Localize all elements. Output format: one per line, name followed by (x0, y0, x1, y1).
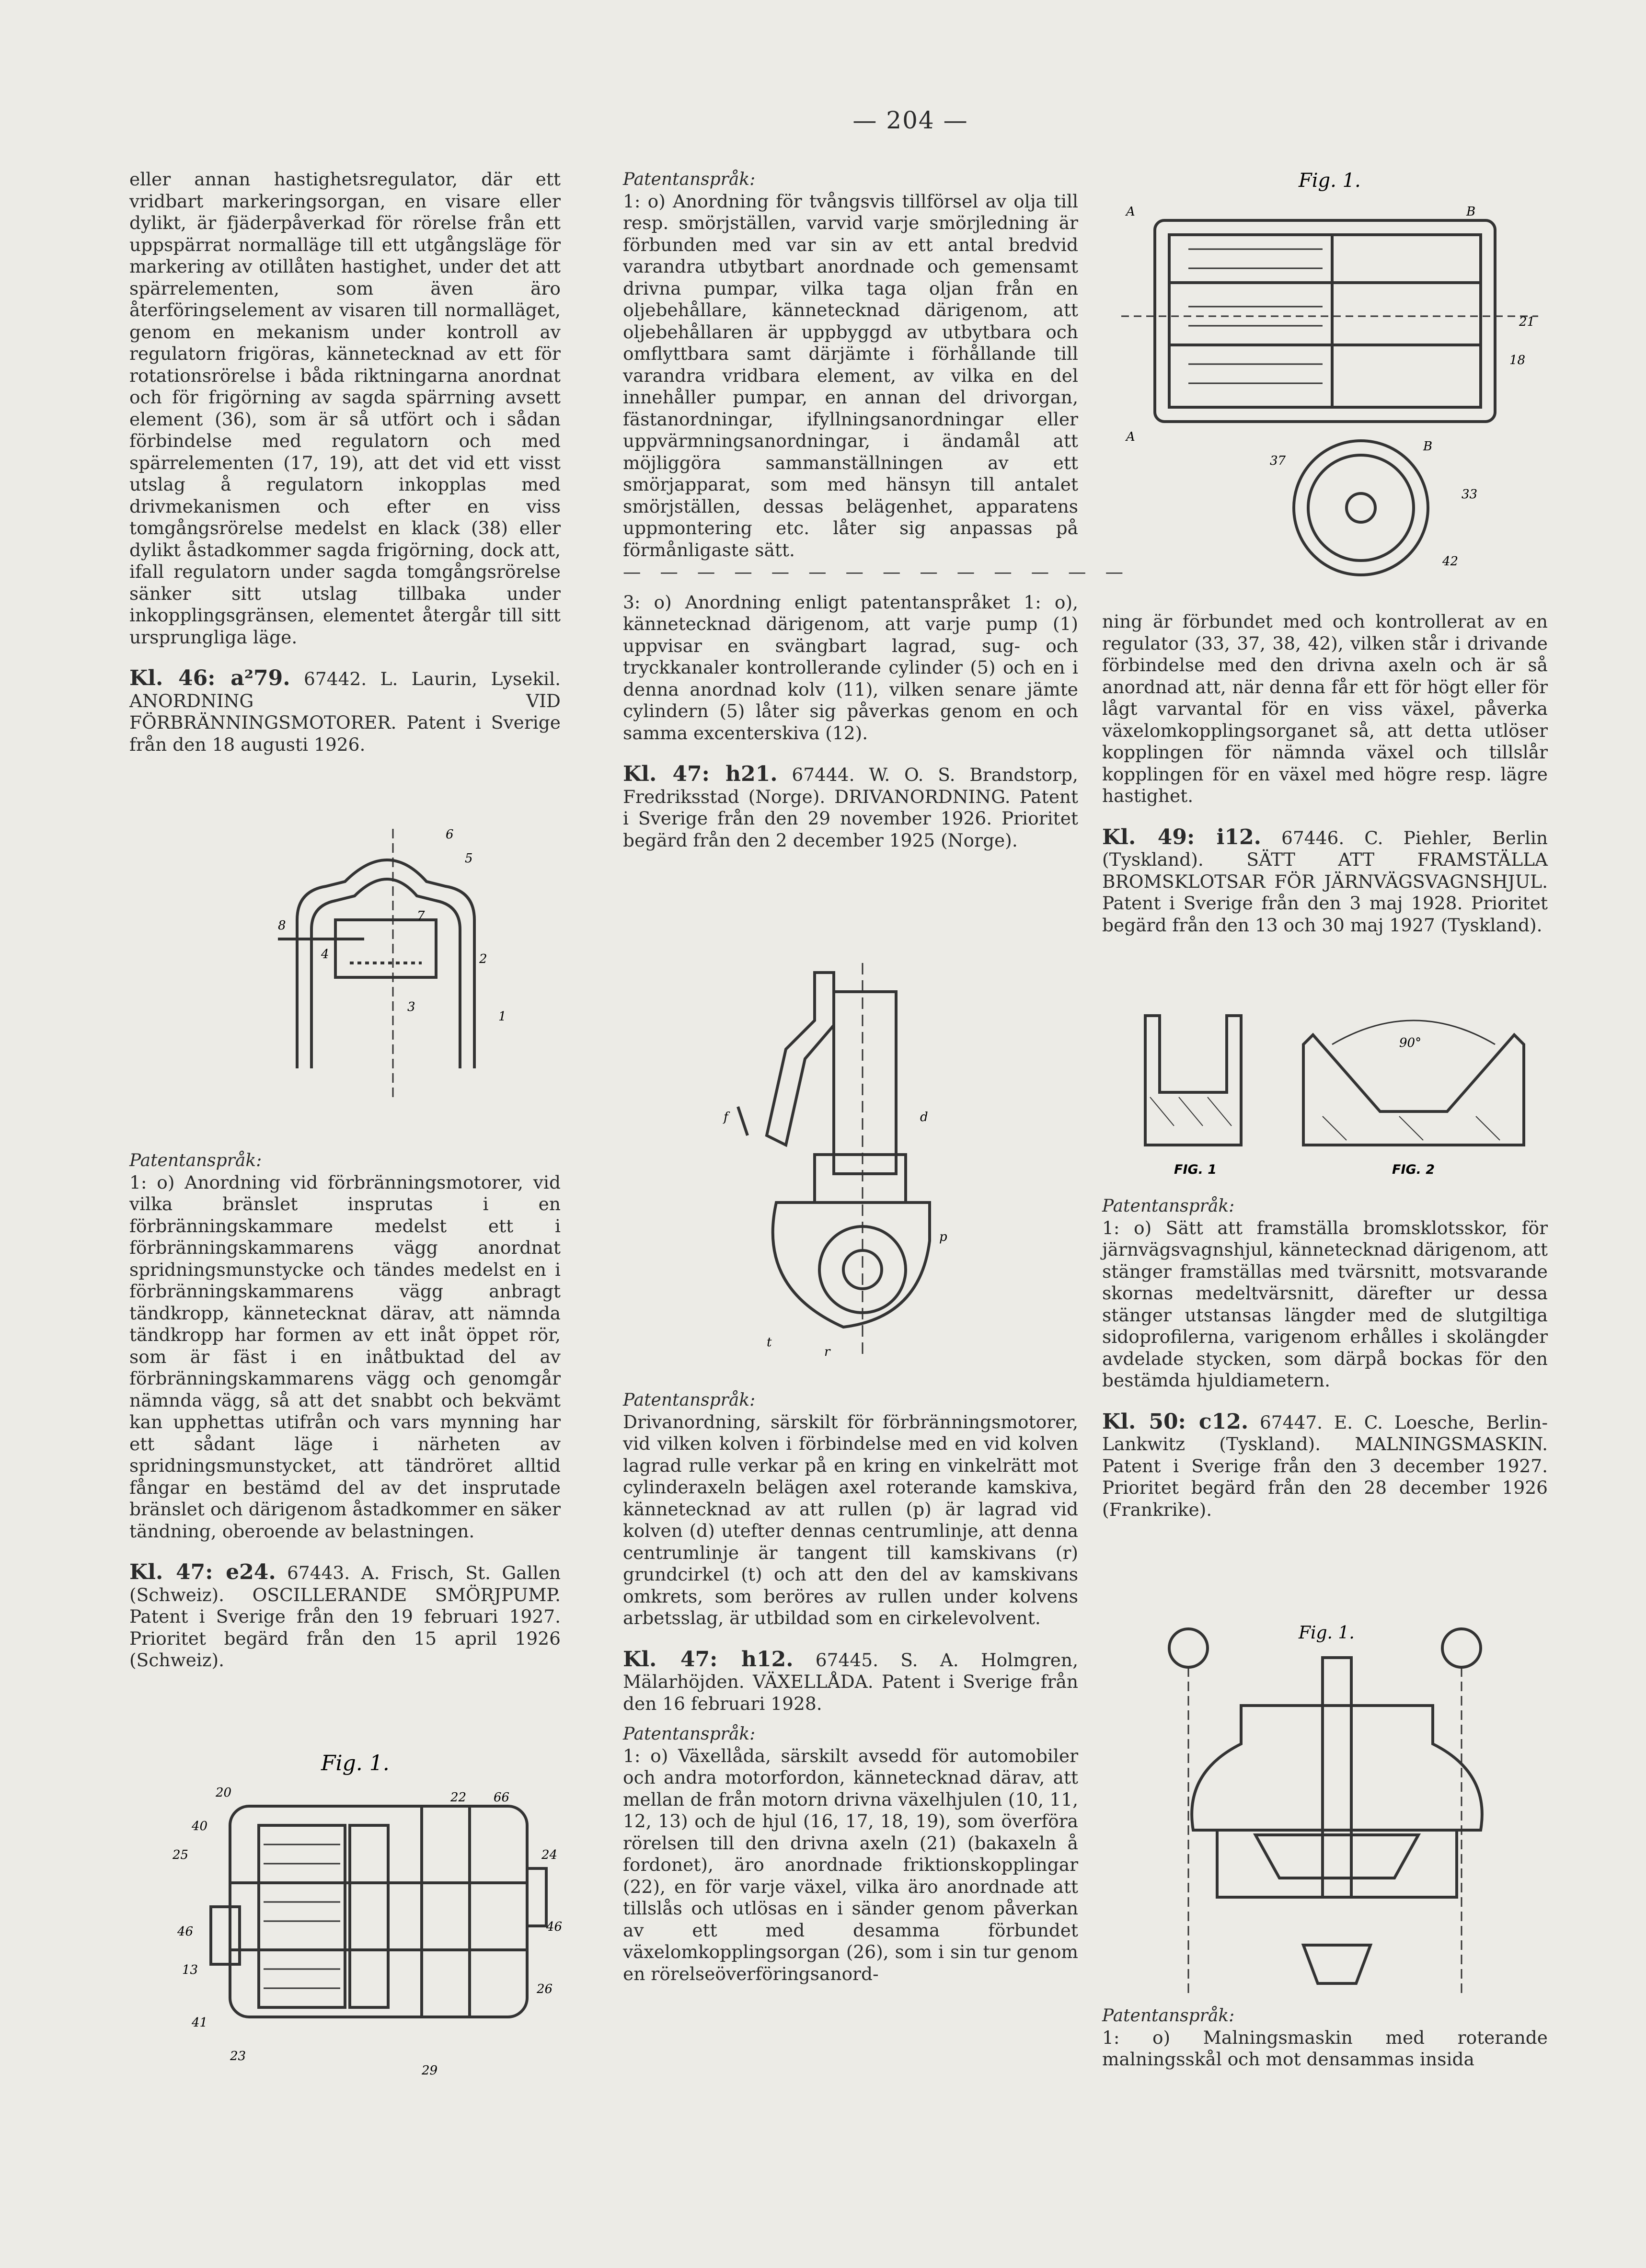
column-3-bottom (1102, 2005, 1548, 2071)
svg-text:4: 4 (321, 947, 329, 962)
column-1 (129, 169, 561, 756)
column-2 (623, 169, 1130, 851)
svg-text:18: 18 (1509, 353, 1526, 367)
figure-brake-shoe-profiles (1131, 1001, 1553, 1185)
svg-text:1: 1 (498, 1009, 506, 1024)
svg-text:46: 46 (546, 1920, 563, 1934)
svg-text:66: 66 (494, 1790, 510, 1805)
svg-text:3: 3 (407, 1000, 415, 1014)
column-1-lower (129, 1150, 561, 1672)
brake-shoe-drawing (1131, 1001, 1553, 1183)
entry-kl47-h12 (623, 1649, 1078, 1715)
claim-label: Patentanspråk: (623, 170, 756, 189)
class-heading: Kl. 49: i12. (1102, 825, 1261, 849)
svg-text:t: t (767, 1335, 772, 1350)
svg-text:23: 23 (230, 2049, 246, 2063)
svg-text:41: 41 (192, 2016, 208, 2030)
paragraph-regulator-claim: eller annan hastighetsregulator, där ett vridbart markeringsorgan, en visare eller dylikt, är fjäderpåverkad för rörelse från ett uppspärrat normalläge till ett utgångsläge för markering av otillåten hastighet, under det att spärrelementen, som även äro återföringselement av visaren till normalläget, genom en mekanism under kontroll av regulatorn frigöras, kännetecknad av ett för rotationsrörelse i båda riktningarna anordnat och för frigörning av sagda spärrning avsett element (36), som är så utfört och i sådan förbindelse med regulatorn och med spärrelementen (17, 19), att det vid ett visst utslag å regulatorn inkopplas med drivmekanismen och efter en viss tomgångsrörelse medelst en klack (38) eller dylikt åstadkommer sagda frigörning, dock att, ifall regulatorn under sagda tomgångsrörelse sänker sitt utslag tillbaka under inkopplingsgränsen, elementet återgår till sitt ursprungliga läge. (129, 169, 561, 648)
svg-text:d: d (920, 1110, 928, 1124)
entry-text: 67443. A. Frisch, St. Gallen (Schweiz). OSCILLERANDE SMÖRJPUMP. Patent i Sverige från den 19 februari 1927. Prioritet begärd från den 15 april 1926 (Schweiz). (129, 1562, 561, 1671)
svg-text:21: 21 (1519, 315, 1535, 329)
svg-text:25: 25 (173, 1848, 189, 1862)
svg-text:6: 6 (446, 827, 454, 842)
gearbox-drawing (1117, 163, 1548, 594)
paragraph-gearbox-cont: ning är förbundet med och kontrollerat av en regulator (33, 37, 38, 42), vilken står i drivande förbindelse med den drivna axeln och är så anordnad att, när denna får ett för högt eller för lågt varvantal för en viss växel, påverka växelomkopplingsorganet så, att detta utlöser kopplingen för nämnda växel och tillslår kopplingen för en växel med högre resp. lägre hastighet. (1102, 611, 1548, 806)
svg-text:26: 26 (537, 1982, 553, 1996)
entry-kl50 (1102, 1411, 1548, 1521)
svg-text:r: r (824, 1345, 830, 1359)
svg-text:33: 33 (1462, 487, 1478, 502)
svg-text:B: B (1466, 205, 1476, 219)
svg-text:8: 8 (278, 918, 286, 933)
column-3-lower (1102, 1195, 1548, 1521)
svg-text:20: 20 (216, 1786, 232, 1800)
svg-text:A: A (1126, 205, 1135, 219)
figure-lubrication-pump (163, 1749, 575, 2096)
figure-drive-mechanism (719, 953, 987, 1363)
entry-kl47-e24 (129, 1561, 561, 1672)
svg-text:37: 37 (1270, 454, 1286, 468)
fig-label: Fig. 1. (321, 1751, 390, 1775)
svg-text:24: 24 (541, 1848, 558, 1862)
claim-combustion: 1: o) Anordning vid förbränningsmotorer, vid vilka bränslet insprutas i en förbränningskammare medelst ett i förbränningskammarens vägg anordnat spridningsmunstycke och tändes medelst en i förbränningskammarens vägg anbragt tändkropp, kännetecknat därav, att nämnda tändkropp har formen av ett inåt öppet rör, som är fäst i en inåtbuktad del av förbränningskammarens vägg och genomgår nämnda vägg, så att det snabbt och bekvämt kan upphettas utifrån och vars mynning har ett sådant läge i närheten av spridningsmunstycket, att tändröret alltid fångar en bestämd del av det insprutade bränslet och därigenom åstadkommer en säker tändning, oberoende av belastningen. (129, 1171, 561, 1542)
svg-text:22: 22 (450, 1790, 467, 1805)
omission-dashes: — — — — — — — — — — — — — — (623, 561, 1130, 582)
drive-mechanism-drawing (719, 953, 987, 1361)
fig2-label: FIG. 2 (1392, 1162, 1435, 1177)
class-heading: Kl. 47: h12. (623, 1647, 794, 1672)
svg-text:29: 29 (422, 2063, 438, 2078)
entry-text: 67444. W. O. S. Brandstorp, Fredriksstad (Norge). DRIVANORDNING. Patent i Sverige från den 29 november 1926. Prioritet begärd från den 2 december 1925 (Norge). (623, 764, 1078, 851)
svg-text:f: f (724, 1110, 728, 1124)
entry-text: 67442. L. Laurin, Lysekil. ANORDNING VID FÖRBRÄNNINGSMOTORER. Patent i Sverige från den 18 augusti 1926. (129, 668, 561, 755)
entry-text: 67446. C. Piehler, Berlin (Tyskland). SÄTT ATT FRAMSTÄLLA BROMSKLOTSAR FÖR JÄRNVÄGSVAGNSHJUL. Patent i Sverige från den 3 maj 1928. Prioritet begärd från den 13 och 30 maj 1927 (Tyskland). (1102, 827, 1548, 936)
svg-text:7: 7 (417, 909, 425, 923)
column-3 (1102, 611, 1548, 936)
page-number: — 204 — (852, 106, 968, 134)
claim-label: Patentanspråk: (129, 1151, 262, 1170)
entry-text: 67447. E. C. Loesche, Berlin-Lankwitz (Tyskland). MALNINGSMASKIN. Patent i Sverige från den 3 december 1927. Prioritet begärd från den 28 december 1926 (Frankrike). (1102, 1411, 1548, 1520)
figure-grinding-machine (1145, 1610, 1529, 2005)
claim-label: Patentanspråk: (1102, 1196, 1235, 1216)
entry-text: 67445. S. A. Holmgren, Mälarhöjden. VÄXELLÅDA. Patent i Sverige från den 16 februari 1928. (623, 1649, 1078, 1714)
claim-lubrication-3: 3: o) Anordning enligt patentanspråket 1: o), kännetecknad därigenom, att varje pump (1) uppvisar en svängbart lagrad, sug- och tryckkanaler kontrollerande cylinder (5) och en i denna anordnad kolv (11), vilken senare jämte cylindern (5) låter sig påverkas genom en och samma excenterskiva (12). (623, 591, 1078, 744)
entry-kl47-h21 (623, 763, 1078, 851)
combustion-chamber-drawing (268, 819, 537, 1107)
claim-label: Patentanspråk: (623, 1390, 756, 1410)
svg-text:5: 5 (465, 851, 473, 866)
svg-text:B: B (1423, 439, 1433, 454)
svg-text:40: 40 (192, 1819, 208, 1833)
claim-brake-shoes: 1: o) Sätt att framställa bromsklotsskor, för järnvägsvagnshjul, kännetecknad därigenom, att stänger framställas med tvärsnitt, motsvarande skornas medeltvärsnitt, därefter ur dessa stänger utstansas längder med de slutgiltiga sidoprofilerna, varigenom erhålles i skolängder avdelade stycken, som därpå bockas för den bestämda hjuldiametern. (1102, 1217, 1548, 1391)
svg-text:42: 42 (1442, 554, 1459, 569)
svg-text:13: 13 (182, 1963, 198, 1977)
claim-label: Patentanspråk: (623, 1724, 756, 1744)
pump-drawing (163, 1749, 575, 2094)
class-heading: Kl. 46: a²79. (129, 666, 290, 690)
fig-label: Fig. 1. (1299, 170, 1361, 192)
fig1-label: FIG. 1 (1174, 1162, 1217, 1177)
claim-drive: Drivanordning, särskilt för förbränningsmotorer, vid vilken kolven i förbindelse med en vid kolven lagrad rulle verkar på en kring en vinkelrätt mot cylinderaxeln belägen axel roterande kamskiva, kännetecknad av att rullen (p) är lagrad vid kolven (d) utefter dennas centrumlinje, att denna centrumlinje är tangent till kamskivans (r) grundcirkel (t) och att den del av kamskivans omkrets, som beröres av rullen under kolvens arbetsslag, är utbildad som en cirkelevolvent. (623, 1411, 1078, 1628)
claim-gearbox: 1: o) Växellåda, särskilt avsedd för automobiler och andra motorfordon, kännetecknad därav, att mellan de från motorn drivna växelhjulen (10, 11, 12, 13) och de hjul (16, 17, 18, 19), som överföra rörelsen till den drivna axeln (21) (bakaxeln å fordonet), äro anordnade friktionskopplingar (22), en för varje växel, vilka äro anordnade att tillslås och utlösas en i sänder genom påverkan av ett med desamma förbundet växelomkopplingsorgan (26), som i sin tur genom en rörelseöverföringsanord- (623, 1745, 1078, 1984)
figure-gearbox (1117, 163, 1548, 596)
entry-kl49 (1102, 826, 1548, 937)
svg-text:2: 2 (479, 952, 487, 966)
svg-text:A: A (1126, 430, 1135, 444)
grinding-machine-drawing (1145, 1610, 1529, 2003)
fig-label: Fig. 1. (1299, 1623, 1355, 1643)
svg-text:p: p (939, 1230, 947, 1244)
angle-label: 90° (1399, 1036, 1422, 1050)
svg-text:46: 46 (177, 1924, 194, 1939)
claim-label: Patentanspråk: (1102, 2006, 1235, 2026)
class-heading: Kl. 47: h21. (623, 762, 778, 786)
class-heading: Kl. 47: e24. (129, 1560, 276, 1584)
column-2-lower (623, 1389, 1078, 1985)
figure-combustion-chamber (268, 819, 537, 1109)
claim-grinding: 1: o) Malningsmaskin med roterande malningsskål och mot densammas insida (1102, 2027, 1548, 2070)
class-heading: Kl. 50: c12. (1102, 1409, 1249, 1434)
claim-lubrication: 1: o) Anordning för tvångsvis tillförsel av olja till resp. smörjställen, varvid varje smörjledning är förbunden med var sin av ett antal bredvid varandra utbytbart anordnade och gemensamt drivna pumpar, vilka taga oljan från en oljebehållare, kännetecknad därigenom, att oljebehållaren är uppbyggd av utbytbara och omflyttbara samt därjämte i förhållande till varandra vridbara element, av vilka en del innehåller pumpar, en annan del drivorgan, fästanordningar, ifyllningsanordningar eller uppvärmningsanordningar, i ändamål att möjliggöra sammanställningen av ett smörjapparat, som med hänsyn till antalet smörjställen, dessas belägenhet, apparatens uppmontering etc. låter sig anpassas på förmånligaste sätt. (623, 190, 1078, 561)
entry-kl46 (129, 667, 561, 756)
